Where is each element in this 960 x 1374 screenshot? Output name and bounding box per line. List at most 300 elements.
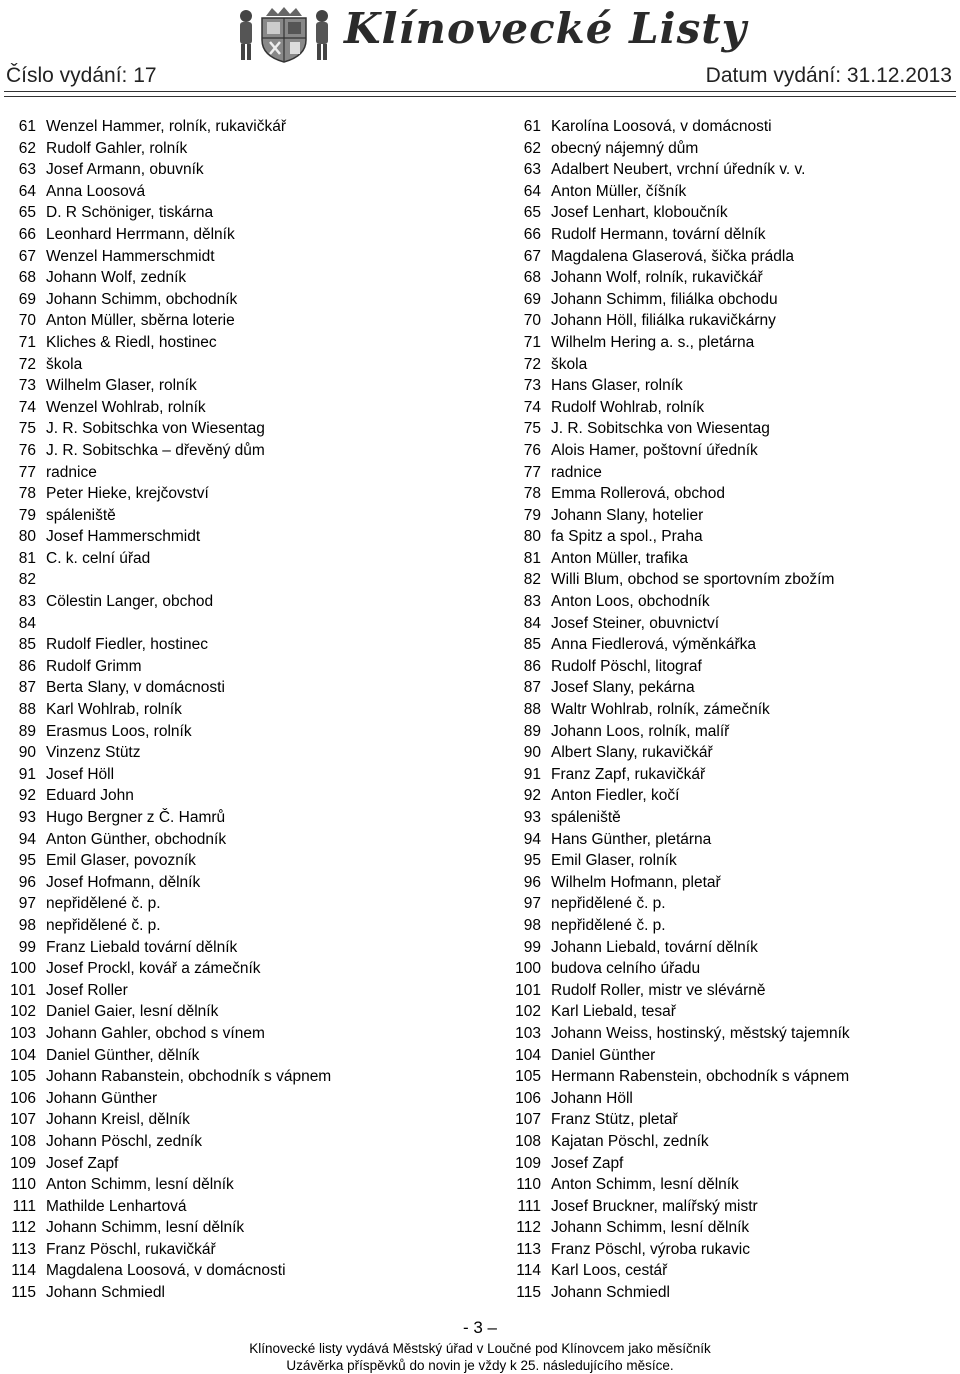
house-number: 110: [516, 1176, 541, 1194]
house-number: 72: [18, 355, 36, 373]
resident-entry: J. R. Sobitschka von Wiesentag: [46, 420, 265, 438]
house-number: 88: [523, 701, 541, 719]
resident-entry: Alois Hamer, poštovní úředník: [551, 441, 758, 459]
resident-entry: Johann Gahler, obchod s vínem: [46, 1024, 265, 1042]
house-number: 102: [515, 1003, 541, 1021]
resident-entry: Josef Lenhart, kloboučník: [551, 204, 728, 222]
list-item: [505, 872, 960, 894]
resident-entry: škola: [551, 355, 588, 373]
house-number: 93: [523, 809, 541, 826]
footer-publisher-line: Klínovecké listy vydává Městský úřad v Loučné pod Klínovcem jako měsíčník: [249, 1341, 711, 1356]
resident-entry: Josef Hammerschmidt: [46, 528, 201, 546]
list-item: [0, 850, 470, 872]
list-item: [0, 764, 470, 786]
house-number: 94: [18, 830, 36, 848]
house-number: 63: [523, 161, 541, 179]
house-number: 68: [523, 269, 541, 287]
list-item: [0, 462, 470, 484]
house-number: 73: [18, 377, 36, 395]
list-item: [505, 1045, 960, 1067]
resident-entry: C. k. celní úřad: [46, 549, 151, 567]
resident-entry: Hans Günther, pletárna: [551, 830, 712, 848]
house-number: 62: [18, 139, 36, 157]
house-number: 85: [523, 636, 541, 654]
resident-entry: Wenzel Hammer, rolník, rukavičkář: [46, 118, 287, 135]
list-item: [505, 332, 960, 354]
resident-entry: spáleniště: [551, 809, 621, 826]
list-item: [505, 440, 960, 462]
house-number: 106: [515, 1089, 541, 1107]
resident-entry: Kajatan Pöschl, zedník: [551, 1132, 709, 1150]
list-item: [505, 462, 960, 484]
house-number: 83: [18, 593, 36, 611]
list-item: [0, 1239, 470, 1261]
resident-entry: Johann Wolf, rolník, rukavičkář: [551, 269, 763, 287]
house-number: 70: [523, 312, 541, 330]
resident-entry: Josef Armann, obuvník: [46, 161, 204, 179]
house-number: 61: [18, 118, 36, 135]
resident-entry: Wilhelm Hering a. s., pletárna: [551, 333, 755, 351]
resident-entry: Willi Blum, obchod se sportovním zbožím: [551, 571, 835, 589]
resident-entry: Anton Loos, obchodník: [551, 593, 710, 611]
resident-entry: Berta Slany, v domácnosti: [46, 679, 225, 697]
list-item: [0, 1066, 470, 1088]
house-number: 65: [523, 204, 541, 222]
list-item: [0, 634, 470, 656]
house-number: 62: [523, 139, 541, 157]
resident-entry: Josef Slany, pekárna: [551, 679, 695, 697]
list-item: [0, 138, 470, 160]
resident-entry: Anton Schimm, lesní dělník: [46, 1176, 234, 1194]
list-item: [0, 1088, 470, 1110]
list-item: [505, 807, 960, 829]
resident-entry: Daniel Günther, dělník: [46, 1046, 200, 1064]
house-number: 100: [515, 960, 541, 978]
house-number: 81: [18, 549, 36, 567]
list-item: [505, 1001, 960, 1023]
resident-entry: Josef Bruckner, malířský mistr: [551, 1197, 758, 1215]
list-item: [0, 829, 470, 851]
resident-entry: Rudolf Pöschl, litograf: [551, 657, 702, 675]
list-item: [0, 483, 470, 505]
house-number: 96: [523, 873, 541, 891]
resident-entry: nepřidělené č. p.: [46, 916, 161, 934]
house-number: 101: [10, 981, 36, 999]
house-number: 69: [523, 290, 541, 308]
list-item: [505, 505, 960, 527]
list-item: [505, 267, 960, 289]
house-number: 77: [523, 463, 541, 481]
list-item: [0, 310, 470, 332]
house-number: 100: [10, 960, 36, 978]
house-number: 95: [523, 852, 541, 870]
house-number: 61: [523, 118, 541, 135]
house-number: 75: [523, 420, 541, 438]
list-item: [505, 1088, 960, 1110]
house-number: 102: [10, 1003, 36, 1021]
house-number: 109: [10, 1154, 36, 1172]
resident-entry: Magdalena Loosová, v domácnosti: [46, 1262, 286, 1280]
list-item: [0, 332, 470, 354]
list-item: [0, 677, 470, 699]
resident-entry: Johann Wolf, zedník: [46, 269, 187, 287]
footer-deadline-line: Uzávěrka příspěvků do novin je vždy k 25. následujícího měsíce.: [286, 1358, 674, 1373]
house-number: 76: [523, 441, 541, 459]
list-item: [0, 1153, 470, 1175]
house-number: 69: [18, 290, 36, 308]
list-item: [505, 116, 960, 138]
list-item: [505, 1196, 960, 1218]
issue-date: Datum vydání: 31.12.2013: [705, 64, 952, 87]
list-item: [0, 375, 470, 397]
house-number: 83: [523, 593, 541, 611]
house-number: 72: [523, 355, 541, 373]
resident-entry: Rudolf Grimm: [46, 657, 142, 675]
resident-entry: nepřidělené č. p.: [551, 916, 666, 934]
house-number: 114: [516, 1262, 541, 1280]
resident-entry: Anton Müller, číšník: [551, 182, 687, 200]
resident-entry: Eduard John: [46, 787, 134, 805]
resident-entry: Daniel Gaier, lesní dělník: [46, 1003, 219, 1021]
house-number: 88: [18, 701, 36, 719]
resident-entry: nepřidělené č. p.: [46, 895, 161, 913]
resident-entry: Hans Glaser, rolník: [551, 377, 683, 395]
house-number: 95: [18, 852, 36, 870]
resident-entry: Johann Pöschl, zedník: [46, 1132, 202, 1150]
resident-entry: Hermann Rabenstein, obchodník s vápnem: [551, 1068, 850, 1086]
list-item: [505, 850, 960, 872]
list-item: [505, 1066, 960, 1088]
house-number: 112: [11, 1219, 36, 1237]
house-number: 114: [11, 1262, 36, 1280]
list-item: [505, 548, 960, 570]
list-item: [505, 483, 960, 505]
resident-entry: škola: [46, 355, 83, 373]
house-number: 98: [18, 916, 36, 934]
list-item: [0, 1260, 470, 1282]
header-divider: [4, 91, 956, 92]
resident-entry: Anton Fiedler, kočí: [551, 787, 680, 805]
resident-entry: Emma Rollerová, obchod: [551, 485, 726, 503]
list-item: [505, 980, 960, 1002]
list-item: [0, 656, 470, 678]
resident-entry: Wilhelm Hofmann, pletař: [551, 873, 721, 891]
resident-entry: Erasmus Loos, rolník: [46, 722, 192, 740]
list-item: [505, 289, 960, 311]
resident-entry: J. R. Sobitschka von Wiesentag: [551, 420, 770, 438]
list-item: [505, 397, 960, 419]
list-item: [505, 937, 960, 959]
resident-entry: Kliches & Riedl, hostinec: [46, 333, 217, 351]
resident-entry: Wenzel Wohlrab, rolník: [46, 398, 206, 416]
list-item: [0, 246, 470, 268]
house-number: 66: [523, 225, 541, 243]
house-number: 71: [18, 333, 36, 351]
resident-entry: Karl Wohlrab, rolník: [46, 701, 182, 719]
house-number: 107: [515, 1111, 541, 1129]
house-number: 105: [10, 1068, 36, 1086]
list-item: [505, 1239, 960, 1261]
house-number: 64: [18, 182, 36, 200]
left-address-list: [0, 116, 470, 1304]
house-number: 89: [523, 722, 541, 740]
resident-entry: Magdalena Glaserová, šička prádla: [551, 247, 794, 265]
resident-entry: Mathilde Lenhartová: [46, 1197, 187, 1215]
house-number: 91: [18, 765, 36, 783]
list-item: [0, 807, 470, 829]
house-number: 109: [515, 1154, 541, 1172]
list-item: [0, 591, 470, 613]
house-number: 110: [11, 1176, 36, 1194]
house-number: 113: [516, 1240, 541, 1258]
list-item: [505, 613, 960, 635]
house-number: 93: [18, 809, 36, 826]
resident-entry: Johann Weiss, hostinský, městský tajemník: [551, 1024, 850, 1042]
newspaper-title: Klínovecké Listy: [344, 4, 748, 53]
house-number: 87: [18, 679, 36, 697]
house-number: 107: [10, 1111, 36, 1129]
list-item: [505, 1109, 960, 1131]
resident-entry: Johann Schimm, lesní dělník: [551, 1219, 750, 1237]
house-number: 80: [18, 528, 36, 546]
house-number: 68: [18, 269, 36, 287]
resident-entry: Johann Liebald, tovární dělník: [551, 938, 758, 956]
list-item: [505, 138, 960, 160]
house-number: 84: [18, 614, 36, 632]
resident-entry: Wenzel Hammerschmidt: [46, 247, 215, 265]
list-item: [0, 1217, 470, 1239]
resident-entry: Hugo Bergner z Č. Hamrů: [46, 809, 226, 826]
resident-entry: Anna Loosová: [46, 182, 146, 200]
resident-entry: nepřidělené č. p.: [551, 895, 666, 913]
list-item: [505, 656, 960, 678]
resident-entry: fa Spitz a spol., Praha: [551, 528, 703, 546]
house-number: 105: [515, 1068, 541, 1086]
list-item: [505, 742, 960, 764]
house-number: 75: [18, 420, 36, 438]
house-number: 65: [18, 204, 36, 222]
footer: [0, 1340, 960, 1374]
list-item: [505, 526, 960, 548]
list-item: [0, 1131, 470, 1153]
list-item: [0, 742, 470, 764]
list-item: [505, 375, 960, 397]
house-number: 104: [515, 1046, 541, 1064]
list-item: [505, 1217, 960, 1239]
list-item: [0, 354, 470, 376]
resident-entry: Karolína Loosová, v domácnosti: [551, 118, 772, 135]
list-item: [505, 224, 960, 246]
resident-entry: D. R Schöniger, tiskárna: [46, 204, 214, 222]
resident-entry: obecný nájemný dům: [551, 139, 699, 157]
resident-entry: Johann Rabanstein, obchodník s vápnem: [46, 1068, 332, 1086]
list-item: [0, 224, 470, 246]
house-number: 92: [18, 787, 36, 805]
resident-entry: radnice: [46, 463, 97, 481]
resident-entry: Franz Stütz, pletař: [551, 1111, 678, 1129]
house-number: 106: [10, 1089, 36, 1107]
house-number: 82: [523, 571, 541, 589]
resident-entry: Rudolf Fiedler, hostinec: [46, 636, 208, 654]
resident-entry: Josef Steiner, obuvnictví: [551, 614, 720, 632]
house-number: 113: [11, 1240, 36, 1258]
house-number: 76: [18, 441, 36, 459]
list-item: [0, 1109, 470, 1131]
house-number: 99: [18, 938, 36, 956]
house-number: 92: [523, 787, 541, 805]
house-number: 112: [516, 1219, 541, 1237]
list-item: [0, 548, 470, 570]
header-divider-thin: [4, 96, 956, 97]
house-number: 79: [523, 506, 541, 524]
list-item: [0, 1282, 470, 1304]
list-item: [0, 893, 470, 915]
house-number: 63: [18, 161, 36, 179]
list-item: [505, 893, 960, 915]
house-number: 67: [18, 247, 36, 265]
house-number: 82: [18, 571, 36, 589]
resident-entry: Daniel Günther: [551, 1046, 656, 1064]
list-item: [0, 202, 470, 224]
resident-entry: radnice: [551, 463, 602, 481]
list-item: [505, 159, 960, 181]
right-address-list: [505, 116, 960, 1304]
resident-entry: Johann Höll, filiálka rukavičkárny: [551, 312, 776, 330]
resident-entry: Johann Günther: [46, 1089, 158, 1107]
resident-entry: Franz Liebald tovární dělník: [46, 938, 238, 956]
list-item: [0, 958, 470, 980]
house-number: 108: [515, 1132, 541, 1150]
resident-entry: Johann Schimm, filiálka obchodu: [551, 290, 778, 308]
list-item: [0, 937, 470, 959]
resident-entry: J. R. Sobitschka – dřevěný dům: [46, 441, 265, 459]
resident-entry: Josef Zapf: [551, 1154, 624, 1172]
list-item: [0, 440, 470, 462]
resident-entry: Josef Roller: [46, 981, 128, 999]
resident-entry: Johann Slany, hotelier: [551, 506, 704, 524]
list-item: [0, 699, 470, 721]
list-item: [505, 181, 960, 203]
house-number: 98: [523, 916, 541, 934]
house-number: 111: [12, 1197, 36, 1215]
list-item: [0, 159, 470, 181]
list-item: [505, 246, 960, 268]
house-number: 74: [18, 398, 36, 416]
list-item: [505, 699, 960, 721]
list-item: [505, 591, 960, 613]
house-number: 80: [523, 528, 541, 546]
list-item: [505, 1131, 960, 1153]
house-number: 99: [523, 938, 541, 956]
list-item: [0, 721, 470, 743]
house-number: 78: [523, 485, 541, 503]
list-item: [0, 418, 470, 440]
list-item: [505, 418, 960, 440]
list-item: [505, 721, 960, 743]
page-number: - 3 –: [462, 1318, 498, 1337]
list-item: [505, 677, 960, 699]
list-item: [0, 1045, 470, 1067]
list-item: [0, 1023, 470, 1045]
house-number: 104: [10, 1046, 36, 1064]
resident-entry: Cölestin Langer, obchod: [46, 593, 214, 611]
resident-entry: Peter Hieke, krejčovství: [46, 485, 209, 503]
house-number: 66: [18, 225, 36, 243]
resident-entry: Anton Günther, obchodník: [46, 830, 227, 848]
resident-entry: Josef Hofmann, dělník: [46, 873, 201, 891]
list-item: [505, 1282, 960, 1304]
list-item: [505, 634, 960, 656]
house-number: 77: [18, 463, 36, 481]
house-number: 115: [516, 1284, 541, 1302]
house-number: 79: [18, 506, 36, 524]
house-number: 97: [523, 895, 541, 913]
house-number: 67: [523, 247, 541, 265]
resident-entry: Franz Pöschl, rukavičkář: [46, 1240, 216, 1258]
list-item: [505, 1023, 960, 1045]
list-item: [0, 289, 470, 311]
resident-entry: Adalbert Neubert, vrchní úředník v. v.: [551, 161, 806, 179]
list-item: [0, 1174, 470, 1196]
house-number: 108: [10, 1132, 36, 1150]
house-number: 85: [18, 636, 36, 654]
resident-entry: Johann Höll: [551, 1089, 633, 1107]
list-item: [505, 202, 960, 224]
resident-entry: Wilhelm Glaser, rolník: [46, 377, 197, 395]
list-item: [0, 267, 470, 289]
list-item: [505, 958, 960, 980]
house-number: 91: [523, 765, 541, 783]
resident-entry: Rudolf Wohlrab, rolník: [551, 398, 705, 416]
list-item: [505, 310, 960, 332]
list-item: [0, 397, 470, 419]
masthead: [0, 0, 960, 95]
resident-entry: Johann Schmiedl: [551, 1284, 670, 1302]
resident-entry: Waltr Wohlrab, rolník, zámečník: [551, 701, 770, 719]
house-number: 94: [523, 830, 541, 848]
list-item: [0, 872, 470, 894]
resident-entry: Vinzenz Stütz: [46, 744, 141, 762]
list-item: [0, 116, 470, 138]
house-number: 73: [523, 377, 541, 395]
house-number: 103: [10, 1024, 36, 1042]
resident-entry: Johann Schimm, lesní dělník: [46, 1219, 245, 1237]
list-item: [0, 505, 470, 527]
resident-entry: Josef Prockl, kovář a zámečník: [46, 960, 261, 978]
list-item: [0, 181, 470, 203]
house-number: 78: [18, 485, 36, 503]
resident-entry: Rudolf Gahler, rolník: [46, 139, 188, 157]
resident-entry: Rudolf Roller, mistr ve slévárně: [551, 981, 766, 999]
coat-of-arms-logo: [232, 6, 336, 64]
resident-entry: Johann Loos, rolník, malíř: [551, 722, 730, 740]
list-item: [505, 354, 960, 376]
house-number: 64: [523, 182, 541, 200]
resident-entry: Emil Glaser, rolník: [551, 852, 677, 870]
list-item: [505, 1174, 960, 1196]
resident-entry: Anton Schimm, lesní dělník: [551, 1176, 739, 1194]
resident-entry: Franz Pöschl, výroba rukavic: [551, 1240, 750, 1258]
resident-entry: Josef Höll: [46, 765, 115, 783]
list-item: [505, 1153, 960, 1175]
resident-entry: Anton Müller, trafika: [551, 549, 688, 567]
house-number: 87: [523, 679, 541, 697]
house-number: 71: [523, 333, 541, 351]
resident-entry: spáleniště: [46, 506, 116, 524]
list-item: [505, 829, 960, 851]
house-number: 90: [18, 744, 36, 762]
house-number: 86: [523, 657, 541, 675]
